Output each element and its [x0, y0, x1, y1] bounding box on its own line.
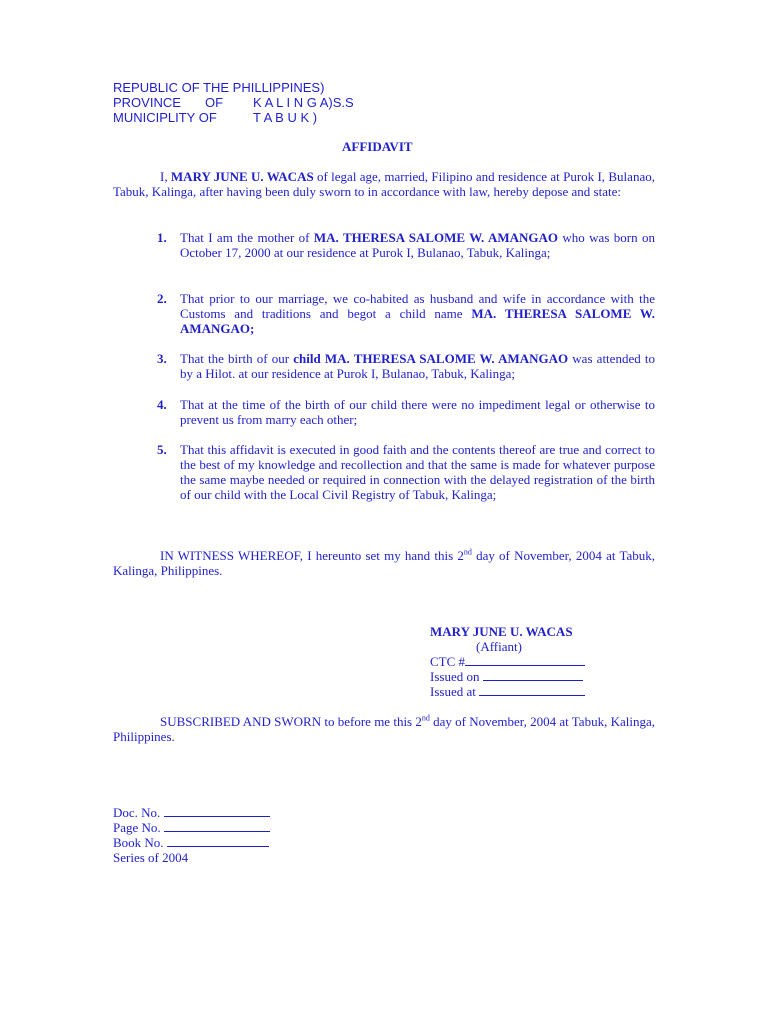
ctc-blank	[465, 654, 585, 666]
doc-no-blank	[164, 805, 270, 817]
issued-on-blank	[483, 669, 583, 681]
page-no-label: Page No.	[113, 820, 161, 835]
item-3-b: child MA. THERESA SALOME W. AMANGAO	[293, 351, 569, 366]
ctc-label: CTC #	[430, 654, 466, 669]
item-number-4: 4.	[157, 397, 167, 412]
witness-text-b: day of November, 2004 at Tabuk, Kalinga, Philippines.	[113, 548, 655, 578]
issued-on-line	[430, 669, 583, 684]
issued-at-label: Issued at	[430, 684, 476, 699]
item-number-1: 1.	[157, 230, 167, 245]
header-line-republic	[113, 80, 324, 95]
header-tabuk-text: T A B U K )	[253, 110, 318, 125]
intro-text-a: I,	[160, 169, 171, 184]
page-no-line	[113, 820, 270, 835]
issued-on-label: Issued on	[430, 669, 480, 684]
header-province-text: PROVINCE	[113, 95, 181, 110]
intro-text-b: of legal age, married, Filipino and residence at Purok I, Bulanao, Tabuk, Kalinga, after having been duly sworn to in accordance with law, hereby depose and state:	[113, 169, 655, 199]
witness-paragraph	[113, 548, 655, 578]
page-no-blank	[164, 820, 270, 832]
affiant-label: (Affiant)	[476, 639, 522, 654]
item-4-a: That at the time of the birth of our child there were no impediment legal or otherwise to prevent us from marry each other;	[180, 397, 655, 427]
intro-paragraph	[113, 169, 655, 199]
item-2-a: That prior to our marriage, we co-habited as husband and wife in accordance with the Customs and traditions and begot a child name	[180, 291, 655, 321]
book-no-line	[113, 835, 269, 850]
sworn-paragraph	[113, 714, 655, 744]
affiant-name-inline: MARY JUNE U. WACAS	[170, 169, 314, 184]
sworn-ordinal: nd	[421, 713, 430, 723]
item-2-text	[180, 291, 655, 336]
header-kalinga-text: K A L I N G A)S.S	[253, 95, 354, 110]
header-republic-text: REPUBLIC OF THE PHILLIPPINES)	[113, 80, 325, 95]
affiant-signature-name: MARY JUNE U. WACAS	[430, 624, 573, 639]
item-5-text	[180, 442, 655, 502]
item-5-a: That this affidavit is executed in good faith and the contents thereof are true and correct to the best of my knowledge and recollection and that the same is made for whatever purpose the same maybe needed or required in connection with the delayed registration of the birth of our child with the Local Civil Registry of Tabuk, Kalinga;	[180, 442, 655, 502]
book-no-blank	[167, 835, 269, 847]
item-3-c: was attended to by a Hilot. at our residence at Purok I, Bulanao, Tabuk, Kalinga;	[180, 351, 655, 381]
item-1-c: who was born on October 17, 2000 at our residence at Purok I, Bulanao, Tabuk, Kalinga;	[180, 230, 655, 260]
item-2-b: MA. THERESA SALOME W. AMANGAO;	[180, 306, 655, 336]
issued-at-blank	[479, 684, 585, 696]
book-no-label: Book No.	[113, 835, 164, 850]
series-line: Series of 2004	[113, 850, 189, 865]
doc-no-line	[113, 805, 270, 820]
item-number-2: 2.	[157, 291, 167, 306]
ctc-line	[430, 654, 585, 669]
item-3-a: That the birth of our	[180, 351, 294, 366]
item-1-text	[180, 230, 655, 260]
header-municipality-text: MUNICIPLITY OF	[113, 110, 217, 125]
item-3-text	[180, 351, 655, 381]
issued-at-line	[430, 684, 585, 699]
item-number-5: 5.	[157, 442, 167, 457]
witness-ordinal: nd	[463, 547, 472, 557]
item-4-text	[180, 397, 655, 427]
doc-no-label: Doc. No.	[113, 805, 161, 820]
document-title: AFFIDAVIT	[342, 139, 413, 154]
sworn-text-a: SUBSCRIBED AND SWORN to before me this 2	[160, 714, 422, 729]
item-number-3: 3.	[157, 351, 167, 366]
sworn-text-b: day of November, 2004 at Tabuk, Kalinga, Philippines.	[113, 714, 655, 744]
item-1-a: That I am the mother of	[180, 230, 314, 245]
header-of-text: OF	[205, 95, 224, 110]
witness-text-a: IN WITNESS WHEREOF, I hereunto set my hand this 2	[160, 548, 464, 563]
item-1-b: MA. THERESA SALOME W. AMANGAO	[313, 230, 559, 245]
